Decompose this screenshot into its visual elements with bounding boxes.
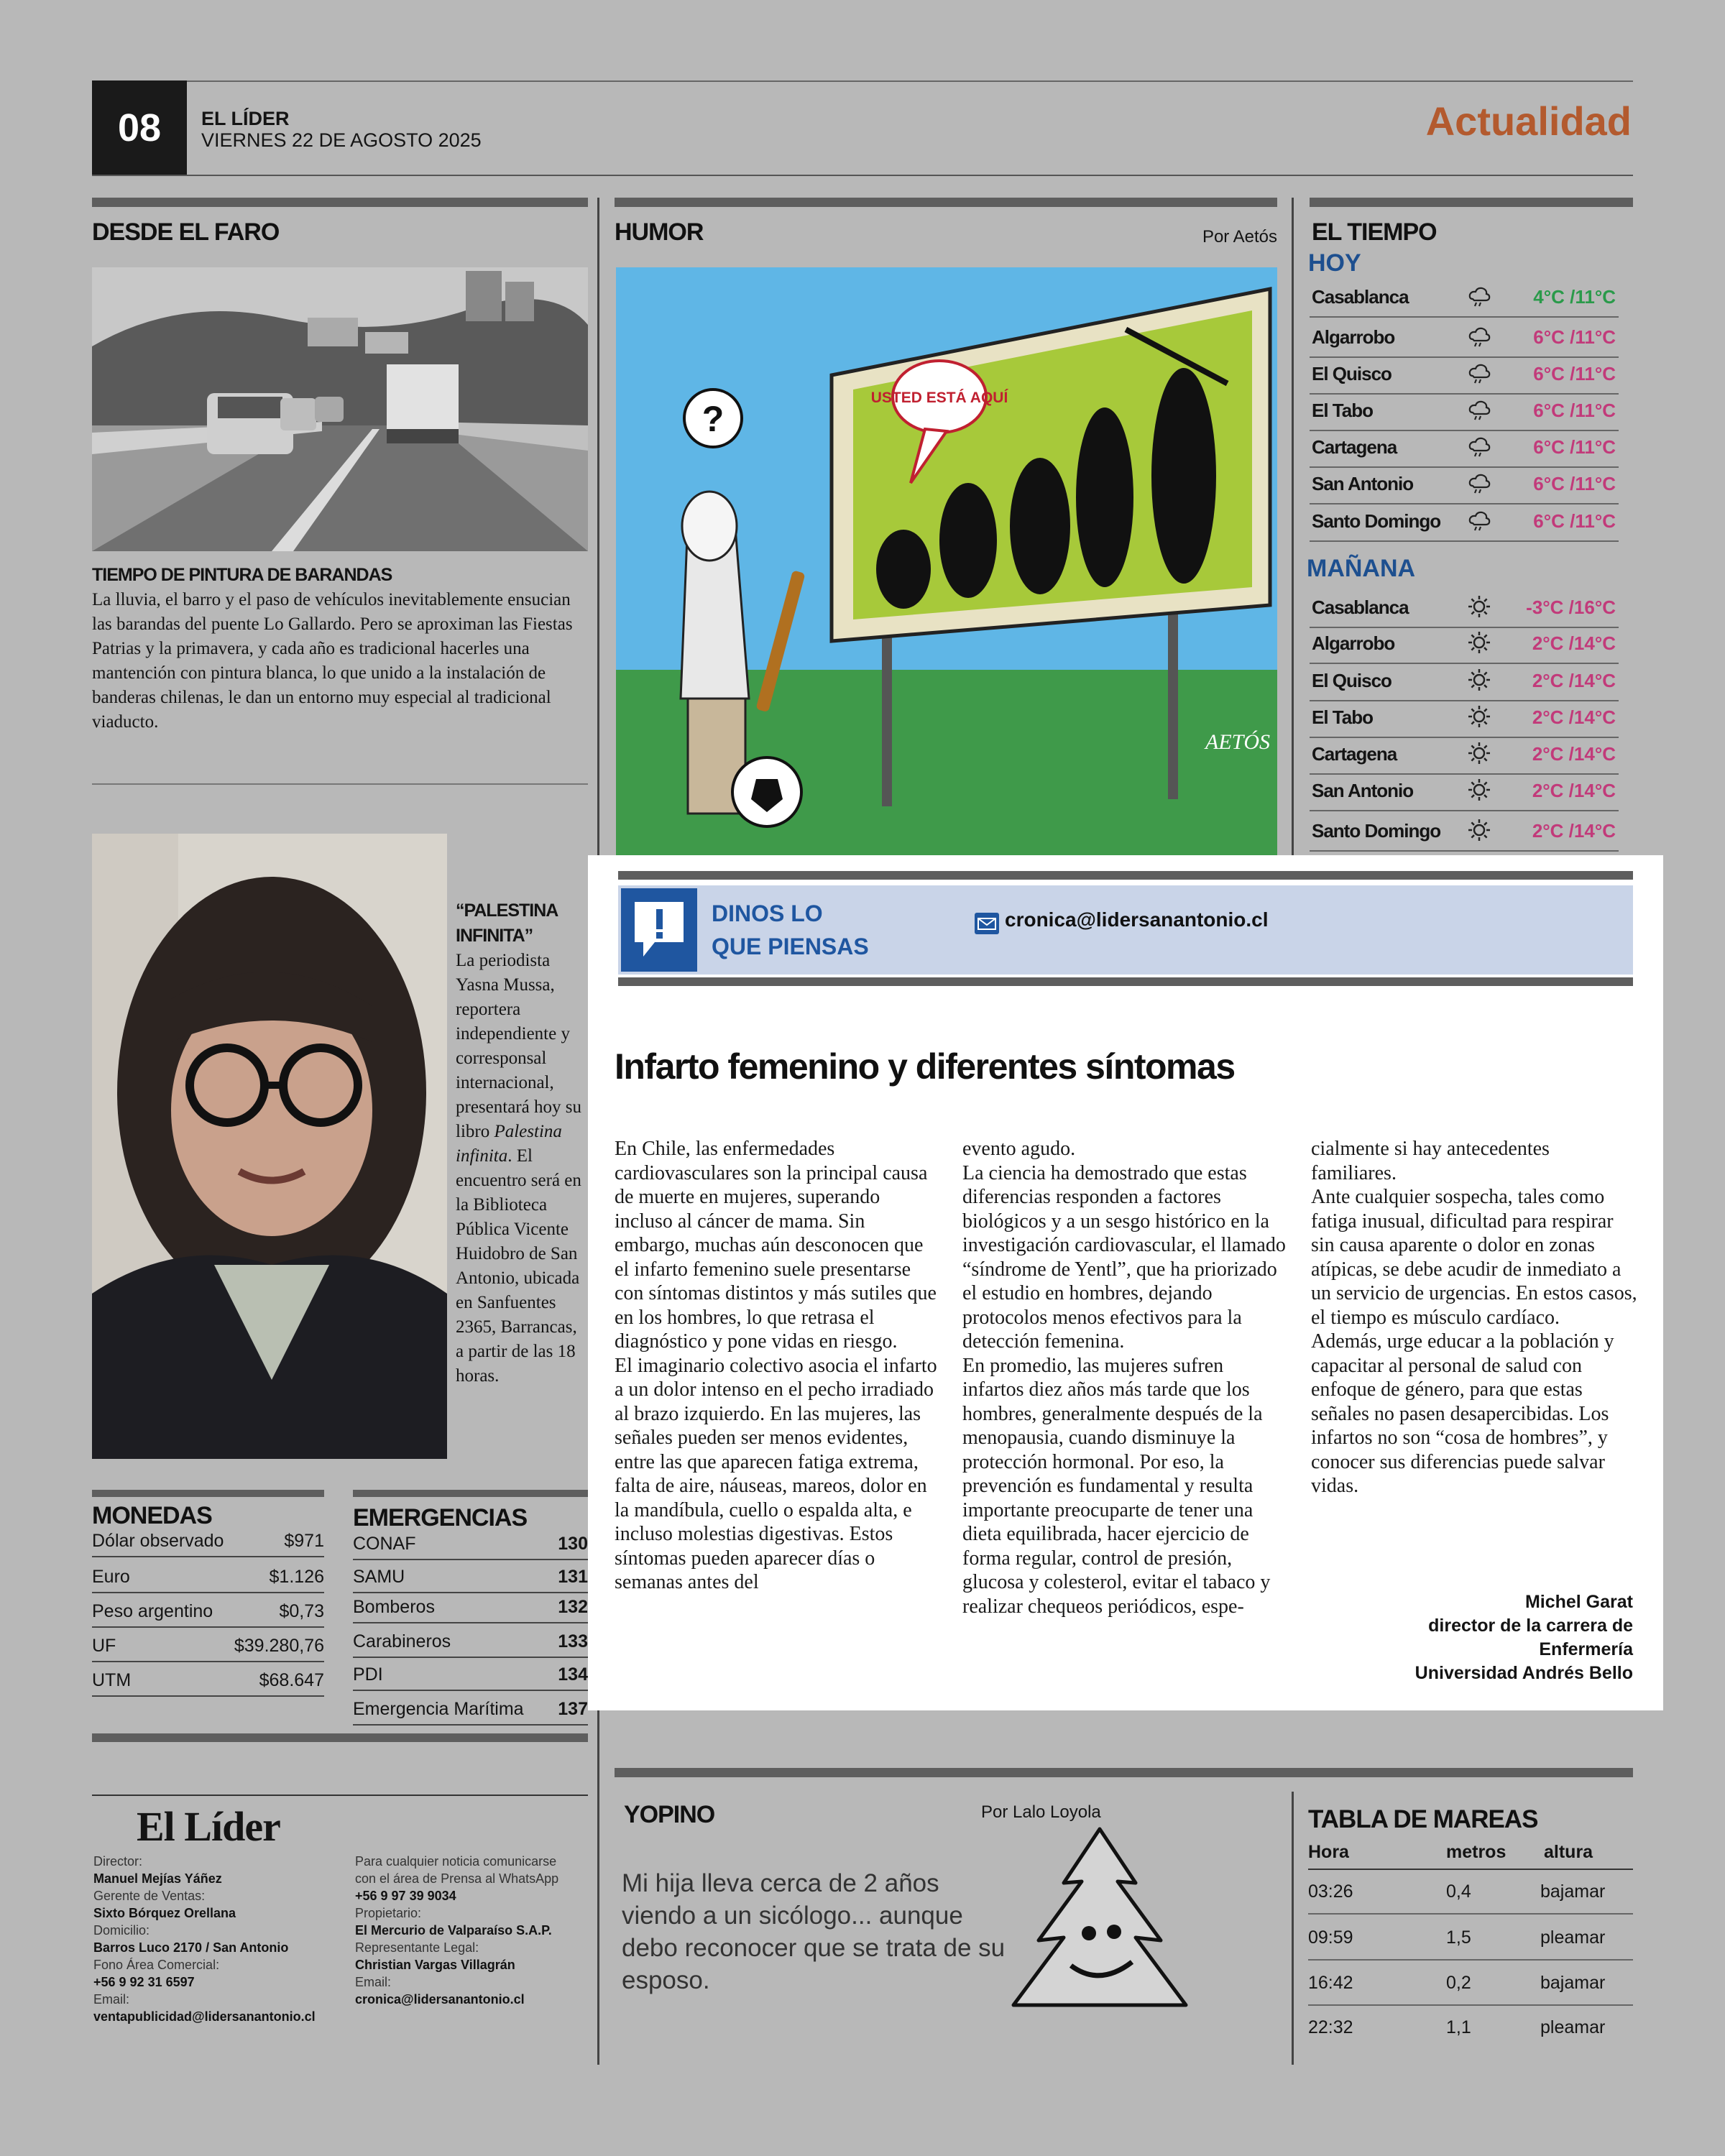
imprint-value: Manuel Mejías Yáñez <box>93 1871 222 1886</box>
mareas-col-altura: altura <box>1544 1842 1593 1862</box>
currency-value: $39.280,76 <box>234 1636 324 1656</box>
cloud-rain-icon <box>1466 323 1492 349</box>
weather-temp: -3°C /16°C <box>1526 596 1616 618</box>
tables-bottom-bar <box>92 1733 588 1742</box>
imprint-value: +56 9 97 39 9034 <box>355 1889 456 1903</box>
header-top-rule <box>92 80 1633 82</box>
banner-line-1: DINOS LO <box>712 900 823 926</box>
weather-row-rule <box>1310 430 1619 431</box>
sun-icon <box>1466 667 1492 693</box>
tide-meters: 1,5 <box>1446 1927 1471 1948</box>
emergency-label: CONAF <box>353 1534 416 1554</box>
mareas-header-rule <box>1308 1869 1633 1870</box>
weather-city: Casablanca <box>1312 596 1409 618</box>
weather-city: Cartagena <box>1312 436 1397 458</box>
faro-caption-title: TIEMPO DE PINTURA DE BARANDAS <box>92 565 392 585</box>
tide-time: 22:32 <box>1308 2017 1353 2037</box>
pine-tree-illustration <box>1006 1825 1193 2027</box>
currency-label: Peso argentino <box>92 1601 213 1621</box>
imprint-label: Propietario: <box>355 1906 422 1920</box>
article-paragraph: evento agudo. <box>962 1138 1076 1160</box>
tide-meters: 1,1 <box>1446 2017 1471 2037</box>
weather-temp: 2°C /14°C <box>1532 670 1616 691</box>
yopino-byline: Por Lalo Loyola <box>981 1802 1101 1822</box>
tide-time: 09:59 <box>1308 1927 1353 1948</box>
tide-time: 16:42 <box>1308 1973 1353 1993</box>
weather-temp: 2°C /14°C <box>1532 820 1616 842</box>
weather-row-rule <box>1310 700 1619 701</box>
humor-cartoon <box>616 267 1277 855</box>
article-title: Infarto femenino y diferentes síntomas <box>615 1046 1235 1087</box>
palestina-text <box>456 898 588 1388</box>
weather-city: El Tabo <box>1312 706 1373 728</box>
weather-temp: 2°C /14°C <box>1532 743 1616 765</box>
weather-row-rule <box>1310 663 1619 664</box>
issue-date: VIERNES 22 DE AGOSTO 2025 <box>201 129 482 151</box>
emergency-number: 134 <box>558 1664 588 1685</box>
weather-temp: 2°C /14°C <box>1532 780 1616 801</box>
weather-city: El Quisco <box>1312 363 1392 384</box>
sun-icon <box>1466 630 1492 655</box>
emergency-label: Emergencia Marítima <box>353 1699 524 1719</box>
palestina-body-2: . El encuentro será en la Biblioteca Pública Vicente Huidobro de San Antonio, ubicada en Sanfuentes 2365, Barrancas, a partir de las 18 horas. <box>456 1146 581 1386</box>
tide-row-rule <box>1308 2004 1633 2006</box>
letters-email-link[interactable]: cronica@lidersanantonio.cl <box>1005 908 1269 931</box>
header-bottom-rule <box>92 175 1633 176</box>
weather-city: Casablanca <box>1312 286 1409 308</box>
imprint-label: Gerente de Ventas: <box>93 1889 206 1903</box>
humor-top-bar <box>615 198 1277 207</box>
currency-value: $971 <box>284 1531 324 1551</box>
tide-type: pleamar <box>1540 1927 1606 1948</box>
weather-today-label: HOY <box>1308 249 1361 277</box>
letters-banner-bottom-bar <box>618 977 1633 986</box>
humor-heading: HUMOR <box>615 218 704 246</box>
imprint-intro-1: Para cualquier noticia comunicarse <box>355 1854 557 1869</box>
author-role: director de la carrera de <box>1428 1616 1633 1636</box>
weather-row-rule <box>1310 356 1619 358</box>
faro-caption-text: La lluvia, el barro y el paso de vehículos inevitablemente ensucian las barandas del puente Lo Gallardo. Pero se aproximan las Fiestas Patrias y la primavera, y cada año es tradicional hacerles una mantención con pintura blanca, lo que unido a la instalación de banderas chilenas, le dan un entorno muy especial al tradicional viaducto. <box>92 590 573 732</box>
letters-banner-title <box>712 897 869 963</box>
imprint-value: Christian Vargas Villagrán <box>355 1958 515 1972</box>
weather-row-rule <box>1310 627 1619 628</box>
emergencias-top-bar <box>353 1490 588 1497</box>
emergency-label: Bomberos <box>353 1597 435 1617</box>
weather-city: Algarrobo <box>1312 326 1395 348</box>
cloud-rain-icon <box>1466 470 1492 496</box>
currency-row <box>92 1636 324 1662</box>
author-institution: Universidad Andrés Bello <box>1414 1663 1633 1683</box>
weather-row-rule <box>1310 393 1619 395</box>
cloud-rain-icon <box>1466 283 1492 309</box>
imprint-value: +56 9 92 31 6597 <box>93 1975 195 1989</box>
imprint-left <box>93 1853 352 2025</box>
faro-top-bar <box>92 198 588 207</box>
article-paragraph: Además, urge educar a la población y capacitar al personal de salud con enfoque de género, para que estas señales no pasen desapercibidas. Los infartos no son “cosa de hombres”, y conocer sus diferencias puede salvar vidas. <box>1311 1330 1614 1497</box>
tide-row-rule <box>1308 1959 1633 1961</box>
imprint-value: ventapublicidad@lidersanantonio.cl <box>93 2009 316 2024</box>
faro-bottom-rule <box>92 783 588 785</box>
tide-time: 03:26 <box>1308 1881 1353 1902</box>
weather-temp: 6°C /11°C <box>1533 436 1616 458</box>
letters-top-bar <box>618 871 1633 880</box>
weather-row-rule <box>1310 316 1619 318</box>
cartoon-signature: AETÓS <box>1205 730 1270 754</box>
weather-row-rule <box>1310 850 1619 852</box>
cloud-rain-icon <box>1466 360 1492 386</box>
currency-label: Euro <box>92 1567 130 1587</box>
paper-logo: El Líder <box>137 1803 280 1850</box>
weather-tomorrow-label: MAÑANA <box>1307 555 1416 582</box>
svg-text:?: ? <box>702 399 724 439</box>
author-role-2: Enfermería <box>1539 1639 1633 1659</box>
imprint-label: Representante Legal: <box>355 1940 479 1955</box>
exclamation-icon <box>621 888 697 972</box>
emergency-label: Carabineros <box>353 1631 451 1651</box>
sun-icon <box>1466 740 1492 766</box>
column-divider-2 <box>1292 198 1294 855</box>
weather-row-rule <box>1310 773 1619 775</box>
tide-meters: 0,2 <box>1446 1973 1471 1993</box>
weather-city: Algarrobo <box>1312 632 1395 654</box>
weather-city: San Antonio <box>1312 473 1414 494</box>
column-divider-3 <box>1292 1792 1294 2065</box>
weather-city: Santo Domingo <box>1312 510 1441 532</box>
article-paragraph: Ante cualquier sospecha, tales como fatiga inusual, dificultad para respirar sin causa aparente o dolor en zonas atípicas, se debe acudir de inmediato a un servicio de urgencias. En estos casos, el tiempo es músculo cardíaco. <box>1311 1186 1637 1329</box>
monedas-heading: MONEDAS <box>92 1502 212 1529</box>
sun-icon <box>1466 704 1492 729</box>
currency-row <box>92 1601 324 1628</box>
article-paragraph: En promedio, las mujeres sufren infartos diez años más tarde que los hombres, generalmente después de la menopausia, cuando disminuye la protección hormonal. Por eso, la prevención es fundamental y resulta importante preocuparte de tener una dieta equilibrada, hacer ejercicio de forma regular, control de presión, glucosa y colesterol, evitar el tabaco y realizar chequeos periódicos, espe- <box>962 1354 1271 1618</box>
cloud-rain-icon <box>1466 507 1492 533</box>
emergency-number: 131 <box>558 1567 588 1587</box>
currency-row <box>92 1567 324 1593</box>
weather-temp: 6°C /11°C <box>1533 473 1616 494</box>
currency-value: $1.126 <box>269 1567 324 1587</box>
weather-temp: 6°C /11°C <box>1533 400 1616 421</box>
emergency-row <box>353 1664 588 1691</box>
weather-city: El Tabo <box>1312 400 1373 421</box>
emergency-row <box>353 1597 588 1623</box>
weather-temp: 6°C /11°C <box>1533 363 1616 384</box>
currency-label: Dólar observado <box>92 1531 224 1551</box>
imprint-label: Domicilio: <box>93 1923 150 1938</box>
weather-temp: 6°C /11°C <box>1533 510 1616 532</box>
currency-row <box>92 1670 324 1697</box>
tide-meters: 0,4 <box>1446 1881 1471 1902</box>
emergency-row <box>353 1631 588 1658</box>
emergency-number: 133 <box>558 1631 588 1651</box>
currency-label: UF <box>92 1636 116 1656</box>
imprint-value: Barros Luco 2170 / San Antonio <box>93 1940 289 1955</box>
yopino-heading: YOPINO <box>624 1801 715 1828</box>
sun-icon <box>1466 817 1492 843</box>
emergency-row <box>353 1534 588 1560</box>
weather-top-bar <box>1310 198 1633 207</box>
weather-city: El Quisco <box>1312 670 1392 691</box>
tide-row-rule <box>1308 1913 1633 1915</box>
weather-temp: 4°C /11°C <box>1533 286 1616 308</box>
imprint-label: Director: <box>93 1854 143 1869</box>
tide-type: bajamar <box>1540 1973 1606 1993</box>
cloud-rain-icon <box>1466 433 1492 459</box>
emergency-row <box>353 1699 588 1726</box>
mareas-heading: TABLA DE MAREAS <box>1308 1805 1538 1833</box>
imprint-value: cronica@lidersanantonio.cl <box>355 1992 525 2007</box>
tide-type: bajamar <box>1540 1881 1606 1902</box>
tide-type: pleamar <box>1540 2017 1606 2037</box>
author-name: Michel Garat <box>1524 1592 1633 1612</box>
imprint-top-rule <box>92 1795 588 1796</box>
cloud-rain-icon <box>1466 397 1492 423</box>
emergency-number: 132 <box>558 1597 588 1617</box>
currency-label: UTM <box>92 1670 132 1690</box>
imprint-label: Email: <box>93 1992 130 2007</box>
palestina-book: Palestina infinita <box>456 1122 562 1166</box>
envelope-icon <box>975 913 999 934</box>
monedas-top-bar <box>92 1490 324 1497</box>
currency-value: $68.647 <box>259 1670 324 1690</box>
currency-row <box>92 1531 324 1557</box>
weather-row-rule <box>1310 540 1619 542</box>
currency-value: $0,73 <box>279 1601 324 1621</box>
palestina-body-1: La periodista Yasna Mussa, reportera independiente y corresponsal internacional, presentará hoy su libro <box>456 951 581 1141</box>
emergency-number: 130 <box>558 1534 588 1554</box>
imprint-right <box>355 1853 585 2008</box>
yopino-text: Mi hija lleva cerca de 2 años viendo a un sicólogo... aunque debo reconocer que se trata de su esposo. <box>622 1869 1006 1994</box>
humor-byline: Por Aetós <box>1202 227 1277 247</box>
palestina-title: “PALESTINA INFINITA” <box>456 900 558 946</box>
mareas-col-hora: Hora <box>1308 1842 1349 1862</box>
article-col-1 <box>615 1137 941 1595</box>
journalist-portrait <box>92 834 447 1459</box>
bridge-photo <box>92 267 588 551</box>
sun-icon <box>1466 777 1492 803</box>
weather-city: Cartagena <box>1312 743 1397 765</box>
weather-city: Santo Domingo <box>1312 820 1441 842</box>
faro-caption <box>92 563 588 734</box>
emergency-label: PDI <box>353 1664 383 1685</box>
imprint-label: Fono Área Comercial: <box>93 1958 220 1972</box>
paper-name: EL LÍDER <box>201 108 290 129</box>
page-number: 08 <box>92 80 187 175</box>
emergency-row <box>353 1567 588 1593</box>
weather-row-rule <box>1310 810 1619 811</box>
section-title: Actualidad <box>1425 98 1632 144</box>
article-paragraph: El imaginario colectivo asocia el infarto a un dolor intenso en el pecho irradiado al brazo izquierdo. En las mujeres, las señales pueden ser menos evidentes, entre las que aparecen fatiga extrema, falta de aire, náuseas, mareos, dolor en la mandíbula, cuello o espalda alta, e incluso molestias digestivas. Estos síntomas pueden aparecer días o semanas antes del <box>615 1354 937 1593</box>
article-paragraph: La ciencia ha demostrado que estas diferencias responden a factores biológicos y a un sesgo histórico en la investigación cardiovascular, el llamado “síndrome de Yentl”, que ha priorizado el estudio en hombres, dejando protocolos menos efectivos para la detección femenina. <box>962 1161 1286 1353</box>
imprint-value: Sixto Bórquez Orellana <box>93 1906 236 1920</box>
article-col-3 <box>1311 1137 1637 1498</box>
weather-heading: EL TIEMPO <box>1312 218 1437 246</box>
weather-city: San Antonio <box>1312 780 1414 801</box>
weather-row-rule <box>1310 737 1619 738</box>
imprint-intro-2: con el área de Prensa al WhatsApp <box>355 1871 559 1886</box>
article-paragraph: En Chile, las enfermedades cardiovasculares son la principal causa de muerte en mujeres, superando incluso al cáncer de mama. Sin embargo, muchas aún desconocen que el infarto femenino suele presentarse con síntomas distintos y más sutiles que en los hombres, lo que retrasa el diagnóstico y pone vidas en riesgo. <box>615 1138 937 1353</box>
weather-temp: 6°C /11°C <box>1533 326 1616 348</box>
banner-line-2: QUE PIENSAS <box>712 934 869 959</box>
emergency-label: SAMU <box>353 1567 405 1587</box>
sun-icon <box>1466 594 1492 619</box>
weather-temp: 2°C /14°C <box>1532 632 1616 654</box>
weather-temp: 2°C /14°C <box>1532 706 1616 728</box>
imprint-label: Email: <box>355 1975 392 1989</box>
imprint-value: El Mercurio de Valparaíso S.A.P. <box>355 1923 552 1938</box>
emergencias-heading: EMERGENCIAS <box>353 1504 528 1531</box>
mareas-col-metros: metros <box>1446 1842 1506 1862</box>
article-col-2 <box>962 1137 1289 1618</box>
emergency-number: 137 <box>558 1699 588 1719</box>
footer-top-bar <box>615 1768 1633 1777</box>
weather-row-rule <box>1310 466 1619 468</box>
faro-heading: DESDE EL FARO <box>92 218 280 246</box>
cartoon-bubble-text: USTED ESTÁ AQUÍ <box>870 390 1008 406</box>
letters-banner <box>618 885 1633 975</box>
article-paragraph: cialmente si hay antecedentes familiares. <box>1311 1138 1550 1184</box>
weather-row-rule <box>1310 503 1619 505</box>
